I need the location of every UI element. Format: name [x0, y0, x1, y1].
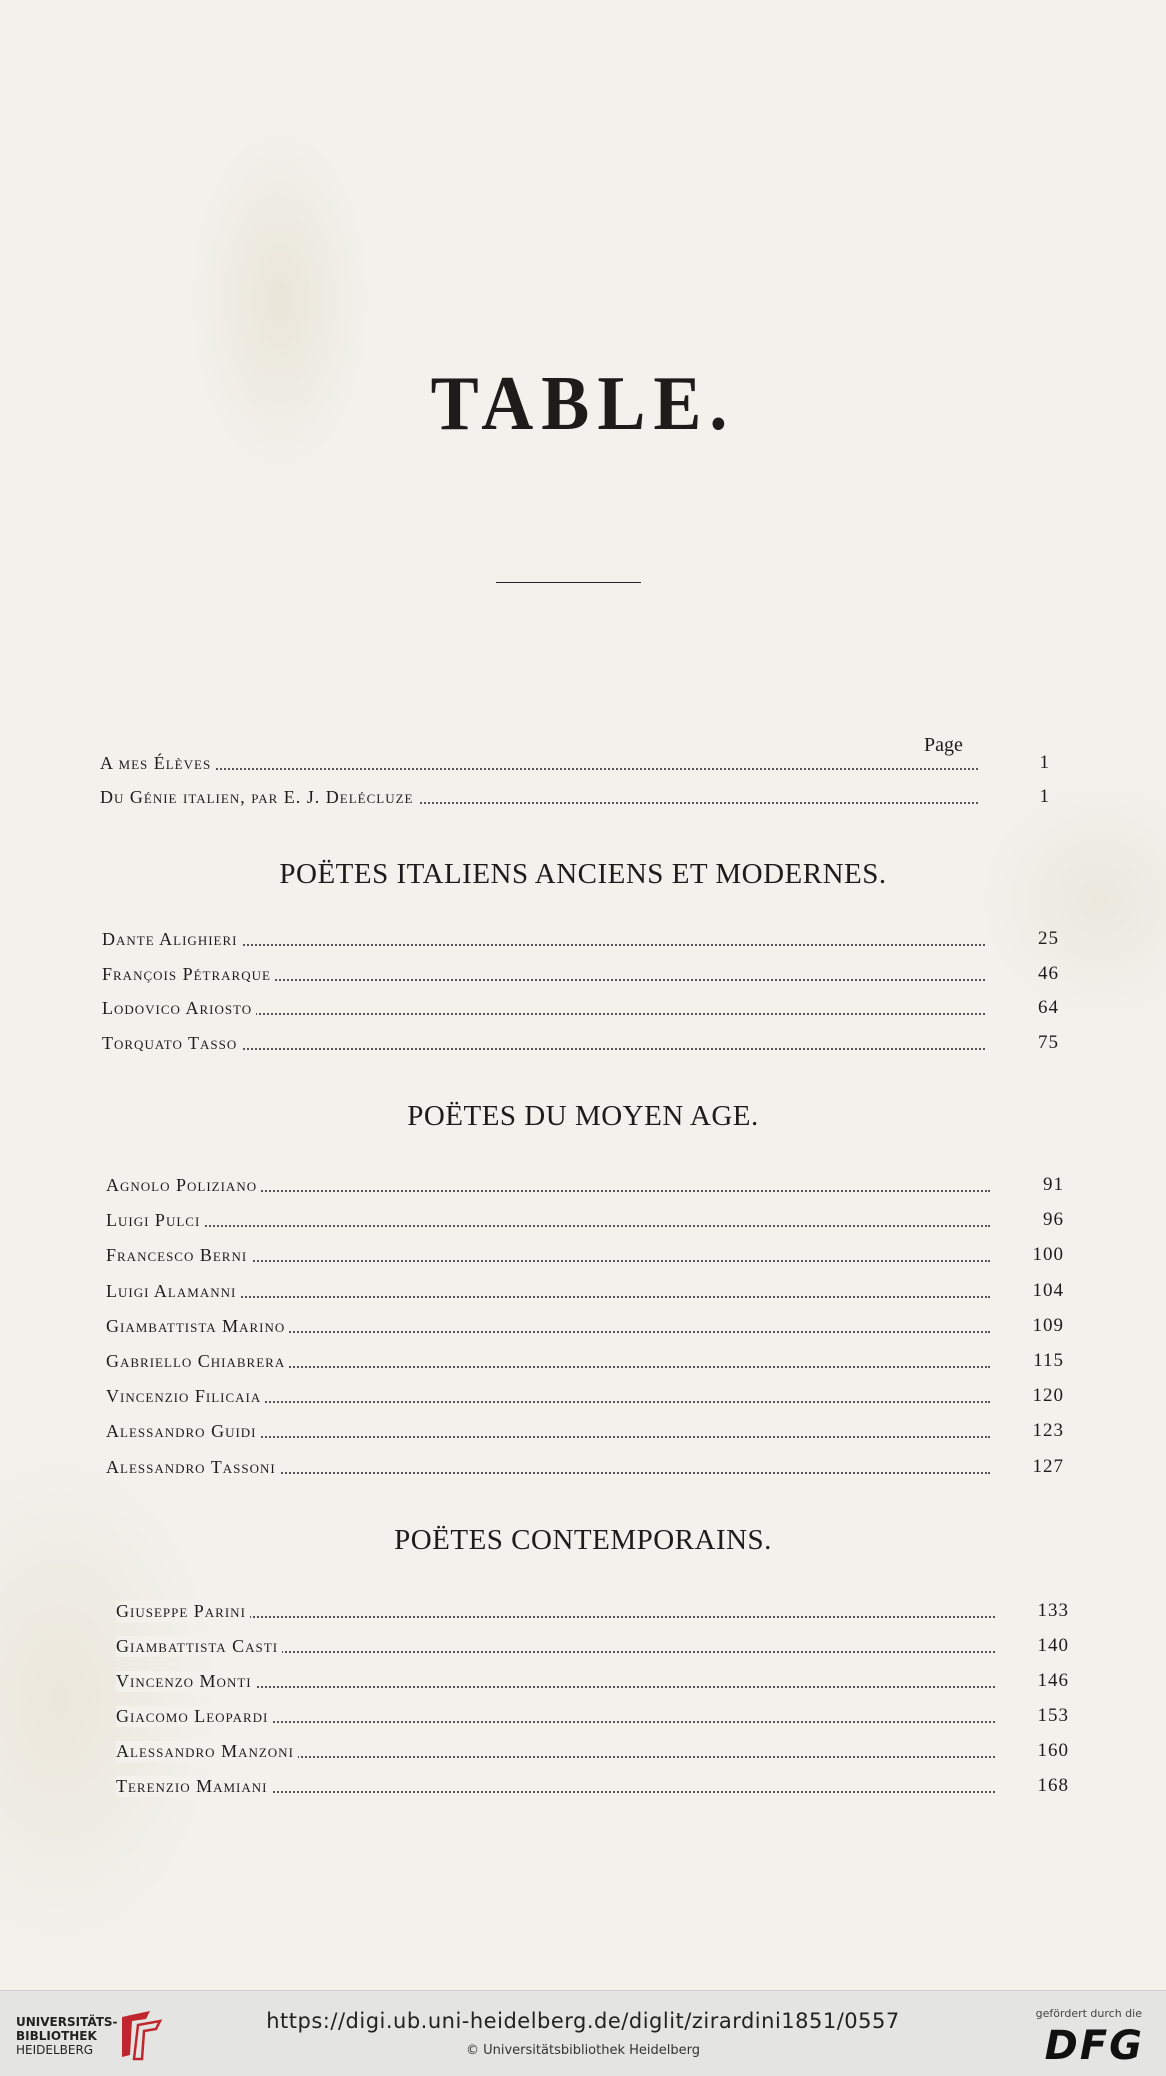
toc-entry — [106, 1307, 1064, 1339]
toc-entry-name: Dante Alighieri — [102, 929, 241, 950]
toc-entry — [102, 989, 1059, 1021]
toc-entry-name: Lodovico Ariosto — [102, 998, 256, 1019]
toc-entry — [106, 1201, 1064, 1233]
toc-entry-page: 153 — [1037, 1705, 1069, 1726]
toc-entry-name: Luigi Pulci — [106, 1210, 204, 1231]
toc-entry-name: Terenzio Mamiani — [116, 1776, 271, 1797]
toc-entry-page: 146 — [1037, 1670, 1069, 1691]
toc-entry — [106, 1236, 1064, 1268]
toc-entry-page: 46 — [1038, 963, 1059, 984]
toc-entry-name: Vincenzo Monti — [116, 1671, 256, 1692]
toc-entry-name: Alessandro Manzoni — [116, 1741, 298, 1762]
toc-entry-page: 104 — [1032, 1280, 1064, 1301]
toc-entry-page: 25 — [1038, 928, 1059, 949]
page-title: TABLE. — [430, 359, 736, 447]
toc-entry — [102, 920, 1059, 952]
toc-entry — [116, 1732, 1069, 1764]
toc-entry-page: 64 — [1038, 997, 1059, 1018]
toc-entry — [102, 955, 1059, 987]
toc-entry — [116, 1627, 1069, 1659]
toc-entry-name: François Pétrarque — [102, 964, 275, 985]
toc-entry-page: 133 — [1037, 1600, 1069, 1621]
toc-entry-page: 115 — [1033, 1350, 1064, 1371]
section-heading: POËTES ITALIENS ANCIENS ET MODERNES. — [279, 858, 887, 890]
toc-entry-page: 168 — [1037, 1775, 1069, 1796]
title-rule — [496, 582, 641, 583]
section-heading: POËTES CONTEMPORAINS. — [394, 1524, 772, 1556]
toc-entry-page: 96 — [1043, 1209, 1064, 1230]
toc-entry-name: Luigi Alamanni — [106, 1281, 240, 1302]
toc-entry-page: 140 — [1037, 1635, 1069, 1656]
toc-entry — [106, 1448, 1064, 1480]
toc-entry-name: Vincenzio Filicaia — [106, 1386, 265, 1407]
toc-entry — [100, 744, 1050, 776]
library-name: UNIVERSITÄTS- BIBLIOTHEK HEIDELBERG — [16, 2015, 118, 2057]
toc-entry-name: Giambattista Casti — [116, 1636, 282, 1657]
toc-entry — [116, 1662, 1069, 1694]
dfg-logo: DFG — [1044, 2023, 1144, 2069]
toc-entry — [102, 1024, 1059, 1056]
toc-entry — [106, 1412, 1064, 1444]
leader-dots — [106, 1225, 990, 1227]
toc-entry-name: Francesco Berni — [106, 1245, 251, 1266]
toc-entry — [106, 1377, 1064, 1409]
toc-entry-page: 160 — [1037, 1740, 1069, 1761]
toc-entry-name: Giacomo Leopardi — [116, 1706, 272, 1727]
toc-entry-page: 100 — [1032, 1244, 1064, 1265]
page-url-link[interactable]: https://digi.ub.uni-heidelberg.de/diglit/zirardini1851/0557 — [266, 2009, 900, 2033]
toc-entry-page: 123 — [1032, 1420, 1064, 1441]
toc-entry-page: 120 — [1032, 1385, 1064, 1406]
copyright-notice: © Universitätsbibliothek Heidelberg — [465, 2043, 700, 2058]
toc-entry-name: Alessandro Guidi — [106, 1421, 261, 1442]
toc-entry-name: Gabriello Chiabrera — [106, 1351, 289, 1372]
toc-entry — [116, 1697, 1069, 1729]
toc-entry-page: 1 — [1039, 752, 1050, 773]
toc-entry — [106, 1272, 1064, 1304]
leader-dots — [100, 768, 978, 770]
toc-entry — [106, 1166, 1064, 1198]
toc-entry-name: Giambattista Marino — [106, 1316, 289, 1337]
toc-entry-page: 127 — [1032, 1456, 1064, 1477]
toc-entry — [100, 778, 1050, 810]
toc-entry-name: Alessandro Tassoni — [106, 1457, 280, 1478]
toc-entry-name: Torquato Tasso — [102, 1033, 241, 1054]
funded-by-label: gefördert durch die — [1035, 2007, 1142, 2020]
toc-entry-page: 109 — [1032, 1315, 1064, 1336]
toc-entry-page: 75 — [1038, 1032, 1059, 1053]
section-heading: POËTES DU MOYEN AGE. — [407, 1100, 759, 1132]
toc-entry-name: Du Génie italien, par E. J. Delécluze — [100, 787, 418, 808]
toc-entry-page: 1 — [1039, 786, 1050, 807]
toc-entry-page: 91 — [1043, 1174, 1064, 1195]
toc-entry-name: Agnolo Poliziano — [106, 1175, 261, 1196]
toc-entry-name: Giuseppe Parini — [116, 1601, 250, 1622]
viewer-footer — [0, 1990, 1166, 2076]
toc-entry-name: A mes Élèves — [100, 753, 215, 774]
toc-entry — [116, 1767, 1069, 1799]
page-column-label: Page — [920, 734, 967, 757]
toc-entry — [106, 1342, 1064, 1374]
toc-entry — [116, 1592, 1069, 1624]
